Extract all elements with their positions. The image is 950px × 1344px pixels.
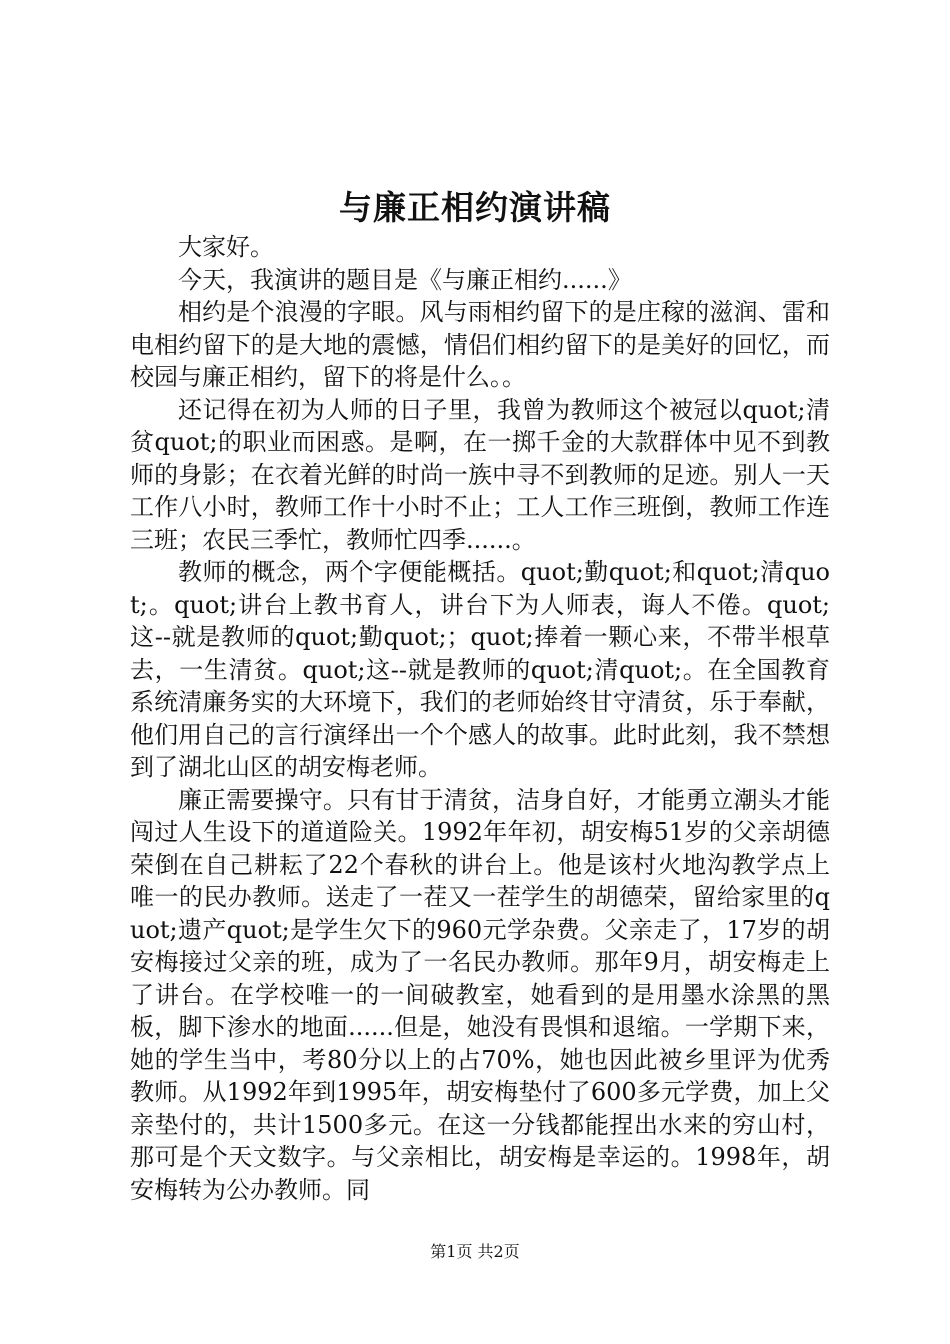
page-number-footer: 第1页 共2页 [430, 1242, 520, 1261]
paragraph-greeting: 大家好。 [178, 233, 274, 261]
paragraph-memory: 还记得在初为人师的日子里，我曾为教师这个被冠以quot;清贫quot;的职业而困惑。是啊，在一掷千金的大款群体中见不到教师的身影；在衣着光鲜的时尚一族中寻不到教师的足迹。别人一天工作八小时，教师工作十小时不止；工人工作三班倒，教师工作连三班；农民三季忙，教师忙四季......。 [130, 395, 830, 554]
document-body [130, 231, 830, 1206]
paragraph-topic: 今天，我演讲的题目是《与廉正相约......》 [178, 265, 632, 294]
document-title: 与廉正相约演讲稿 [339, 188, 611, 227]
paragraph-integrity-story: 廉正需要操守。只有甘于清贫，洁身自好，才能勇立潮头才能闯过人生设下的道道险关。1992年年初，胡安梅51岁的父亲胡德荣倒在自己耕耘了22个春秋的讲台上。他是该村火地沟教学点上唯一的民办教师。送走了一茬又一茬学生的胡德荣，留给家里的quot;遗产quot;是学生欠下的960元学杂费。父亲走了，17岁的胡安梅接过父亲的班，成为了一名民办教师。那年9月，胡安梅走上了讲台。在学校唯一的一间破教室，她看到的是用墨水涂黑的黑板，脚下渗水的地面......但是，她没有畏惧和退缩。一学期下来，她的学生当中，考80分以上的占70%，她也因此被乡里评为优秀教师。从1992年到1995年，胡安梅垫付了600多元学费，加上父亲垫付的，共计1500多元。在这一分钱都能捏出水来的穷山村，那可是个天文数字。与父亲相比，胡安梅是幸运的。1998年，胡安梅转为公办教师。同 [130, 785, 830, 1204]
paragraph-intro: 相约是个浪漫的字眼。风与雨相约留下的是庄稼的滋润、雷和电相约留下的是大地的震憾，情侣们相约留下的是美好的回忆，而校园与廉正相约，留下的将是什么。。 [130, 298, 830, 391]
paragraph-teacher-concept: 教师的概念，两个字便能概括。quot;勤quot;和quot;清quot;。quot;讲台上教书育人，讲台下为人师表，诲人不倦。quot;这--就是教师的quot;勤quot;；quot;捧着一颗心来，不带半根草去，一生清贫。quot;这--就是教师的quot;清quot;。在全国教育系统清廉务实的大环境下，我们的老师始终甘守清贫，乐于奉献，他们用自己的言行演绎出一个个感人的故事。此时此刻，我不禁想到了湖北山区的胡安梅老师。 [130, 558, 830, 781]
